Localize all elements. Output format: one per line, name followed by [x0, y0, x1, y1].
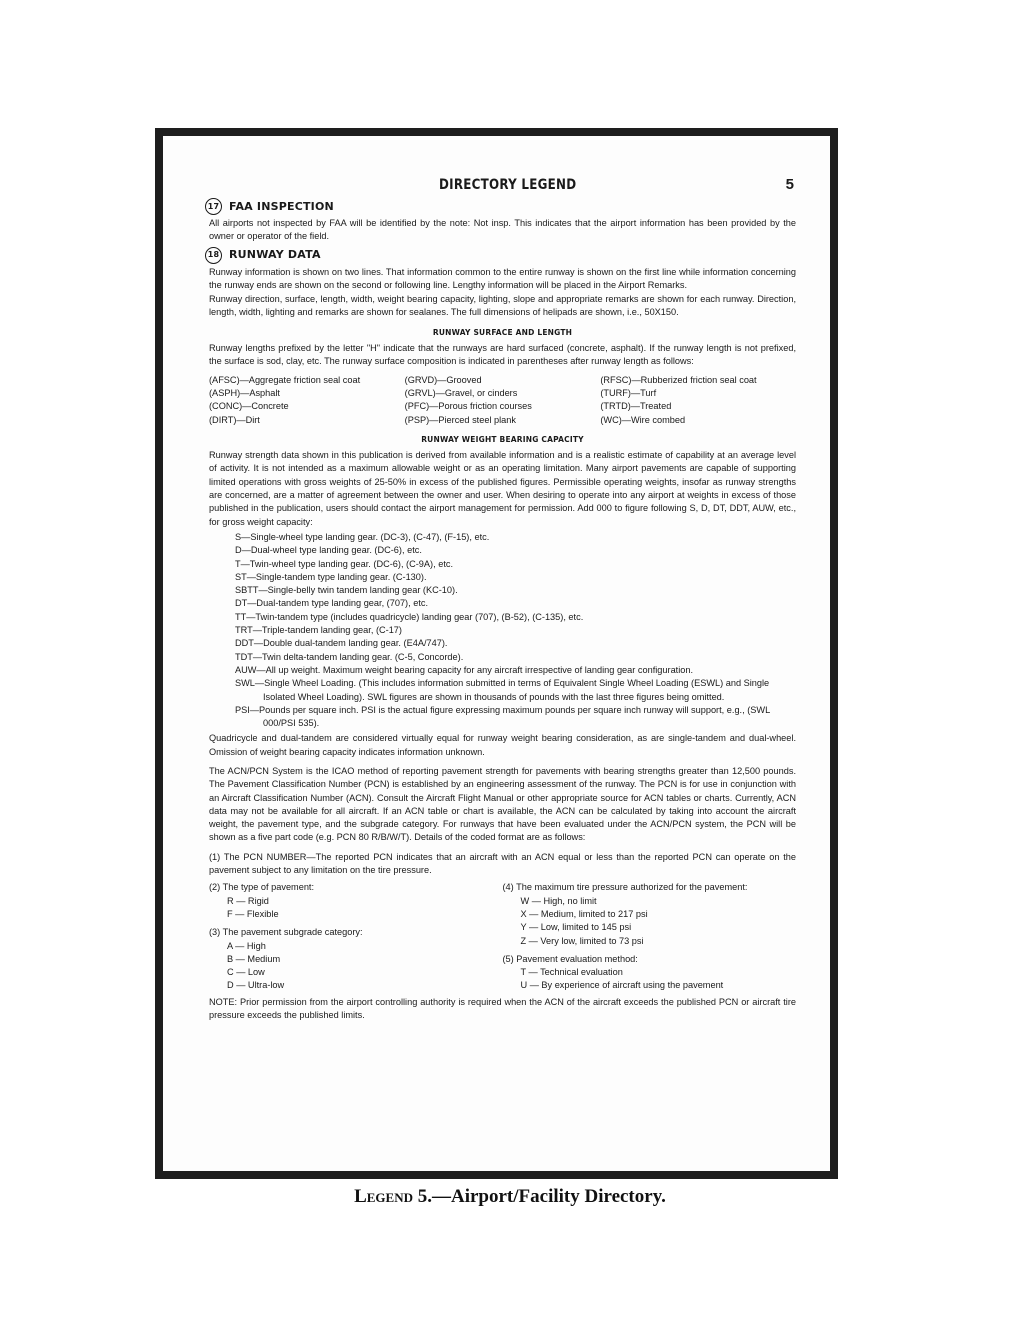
surface-length-text: Runway lengths prefixed by the letter "H" indicate that the runways are hard surfaced (concrete, asphalt). If the runway length is not prefixed, the surface is sod, clay, etc. The runway surface composition is indicated in parentheses after runway length as follows: [209, 343, 796, 367]
gear-type-item: DT—Dual-tandem type landing gear, (707), etc. [235, 598, 429, 609]
weight-capacity-heading: RUNWAY WEIGHT BEARING CAPACITY [421, 434, 584, 444]
section-number-badge: 18 [205, 247, 222, 264]
pcn-code-heading: (3) The pavement subgrade category: [209, 927, 363, 938]
runway-data-text-2: Runway direction, surface, length, width, weight bearing capacity, lighting, slope and appropriate remarks are shown for each runway. Direction, length, width, lighting and remarks are shown for sealanes. The full dimensions of helipads are shown, i.e., 50X150. [209, 294, 796, 318]
surface-code: (ASPH)—Asphalt [209, 387, 280, 398]
page-header [209, 178, 796, 198]
gear-type-item: TRT—Triple-tandem landing gear, (C-17) [235, 625, 402, 636]
surface-code: (WC)—Wire combed [600, 414, 686, 425]
surface-codes-column [405, 374, 601, 427]
pcn-number-text: (1) The PCN NUMBER—The reported PCN indicates that an aircraft with an ACN equal or less than the reported PCN can operate on the pavement subject to any limitation on the tire pressure. [209, 851, 796, 876]
pcn-code-item: C — Low [227, 967, 265, 978]
surface-code: (GRVL)—Gravel, or cinders [404, 387, 518, 398]
surface-codes-column [600, 374, 796, 427]
surface-codes-column [209, 374, 405, 427]
pcn-code-heading: (5) Pavement evaluation method: [502, 953, 638, 964]
legend-content [209, 178, 796, 1151]
gear-type-item: DDT—Double dual-tandem landing gear. (E4A/747). [235, 638, 448, 649]
acn-pcn-text: The ACN/PCN System is the ICAO method of reporting pavement strength for pavements with bearing strengths greater than 12,500 pounds. The Pavement Classification Number (PCN) is established by an engineering assessment of the runway. The PCN is for use in conjunction with an Aircraft Classification Number (ACN). Consult the Aircraft Flight Manual or other appropriate source for ACN tables or charts. Currently, ACN data may not be available for all aircraft. If an ACN table or chart is available, the ACN can be calculated by taking into account the aircraft weight, the pavement type, and the subgrade category. For runways that have been evaluated under the ACN/PCN system, the PCN will be shown as a five part code (e.g. PCN 80 R/B/W/T). Details of the coded format are as follows: [209, 765, 796, 843]
gear-type-item: D—Dual-wheel type landing gear. (DC-6), etc. [235, 545, 422, 556]
surface-code: (GRVD)—Grooved [404, 374, 482, 385]
surface-code: (CONC)—Concrete [209, 401, 289, 412]
caption-text: 5.—Airport/Facility Directory. [412, 1186, 666, 1207]
pcn-code-item: R — Rigid [227, 895, 269, 906]
section-number-badge: 17 [205, 198, 222, 215]
pcn-code-item: F — Flexible [227, 908, 279, 919]
figure-caption [0, 1186, 1020, 1208]
gear-type-item: TDT—Twin delta-tandem landing gear. (C-5, Concorde). [235, 651, 464, 662]
pcn-code-item: D — Ultra-low [227, 980, 285, 991]
caption-legend-word: Legend [354, 1186, 413, 1207]
surface-code: (PFC)—Porous friction courses [404, 401, 532, 412]
runway-data-heading [205, 247, 796, 264]
pcn-code-heading: (4) The maximum tire pressure authorized for the pavement: [502, 882, 748, 893]
gear-type-item: PSI—Pounds per square inch. PSI is the actual figure expressing maximum pounds per square inch runway will support, e.g., (SWL 000/PSI 535). [235, 704, 770, 729]
weight-capacity-text: Runway strength data shown in this publication is derived from available information and is a realistic estimate of capability at an average level of activity. It is not intended as a maximum allowable weight or as an operating limitation. Many airport pavements are capable of supporting limited operations with gross weights of 25-50% in excess of the published figures. Permissible operating weights, insofar as runway strengths are concerned, are a matter of agreement between the owner and user. When desiring to operate into any airport at weights in excess of those published in the publication, users should contact the airport management for permission. Add 000 to figure following S, D, DT, DDT, AUW, etc., for gross weight capacity: [209, 450, 796, 527]
surface-length-heading: RUNWAY SURFACE AND LENGTH [432, 327, 573, 337]
gear-type-list [235, 531, 796, 730]
gear-type-item: S—Single-wheel type landing gear. (DC-3), (C-47), (F-15), etc. [235, 531, 490, 542]
pcn-code-item: A — High [227, 940, 266, 951]
section-title: RUNWAY DATA [229, 248, 321, 262]
faa-inspection-heading [205, 198, 796, 215]
pcn-code-heading: (2) The type of pavement: [209, 882, 315, 893]
faa-inspection-text: All airports not inspected by FAA will be identified by the note: Not insp. This indicates that the airport information has been provided by the owner or operator of the field. [209, 218, 796, 242]
section-title: FAA INSPECTION [229, 199, 334, 213]
gear-type-item: SWL—Single Wheel Loading. (This includes information submitted in terms of Equivalent Single Wheel Loading (ESWL) and Single Isolated Wheel Loading). SWL figures are shown in thousands of pounds with the last three figures being omitted. [235, 678, 770, 702]
pcn-note-text: NOTE: Prior permission from the airport controlling authority is required when the ACN of the aircraft exceeds the published PCN or aircraft tire pressure exceeds the published limits. [209, 996, 796, 1021]
pcn-code-item: W — High, no limit [520, 895, 597, 906]
gear-type-item: ST—Single-tandem type landing gear. (C-130). [235, 571, 427, 582]
pcn-code-item: B — Medium [227, 953, 281, 964]
pcn-code-item: Y — Low, limited to 145 psi [520, 922, 632, 933]
gear-type-item: T—Twin-wheel type landing gear. (DC-6), (C-9A), etc. [235, 558, 454, 569]
gear-type-item: SBTT—Single-belly twin tandem landing gear (KC-10). [235, 585, 458, 596]
surface-code: (RFSC)—Rubberized friction seal coat [600, 374, 757, 385]
surface-code: (DIRT)—Dirt [209, 414, 260, 425]
surface-code: (TRTD)—Treated [600, 401, 672, 412]
page-title: DIRECTORY LEGEND [439, 177, 577, 193]
surface-code: (TURF)—Turf [600, 387, 657, 398]
pcn-code-item: T — Technical evaluation [520, 967, 623, 978]
quadricycle-text: Quadricycle and dual-tandem are considered virtually equal for runway weight bearing consideration, as are single-tandem and dual-wheel. Omission of weight bearing capacity indicates information unknown. [209, 733, 796, 757]
gear-type-item: TT—Twin-tandem type (includes quadricycle) landing gear (707), (B-52), (C-135), etc. [235, 611, 584, 622]
runway-data-text-1: Runway information is shown on two lines. That information common to the entire runway is shown on the first line while information concerning the runway ends are shown on the second or following line. Lengthy information will be placed in the Airport Remarks. [209, 266, 796, 290]
surface-codes-table [209, 374, 796, 427]
surface-code: (PSP)—Pierced steel plank [404, 414, 516, 425]
surface-code: (AFSC)—Aggregate friction seal coat [209, 374, 361, 385]
pcn-code-item: U — By experience of aircraft using the pavement [520, 980, 724, 991]
pcn-code-item: Z — Very low, limited to 73 psi [520, 935, 644, 946]
page-number: 5 [785, 176, 794, 193]
pcn-code-item: X — Medium, limited to 217 psi [520, 908, 648, 919]
pcn-code-column [209, 881, 503, 992]
pcn-code-column [503, 881, 797, 992]
pcn-code-table [209, 881, 796, 992]
gear-type-item: AUW—All up weight. Maximum weight bearing capacity for any aircraft irrespective of landing gear configuration. [235, 664, 694, 675]
legend-page-frame [155, 128, 838, 1179]
